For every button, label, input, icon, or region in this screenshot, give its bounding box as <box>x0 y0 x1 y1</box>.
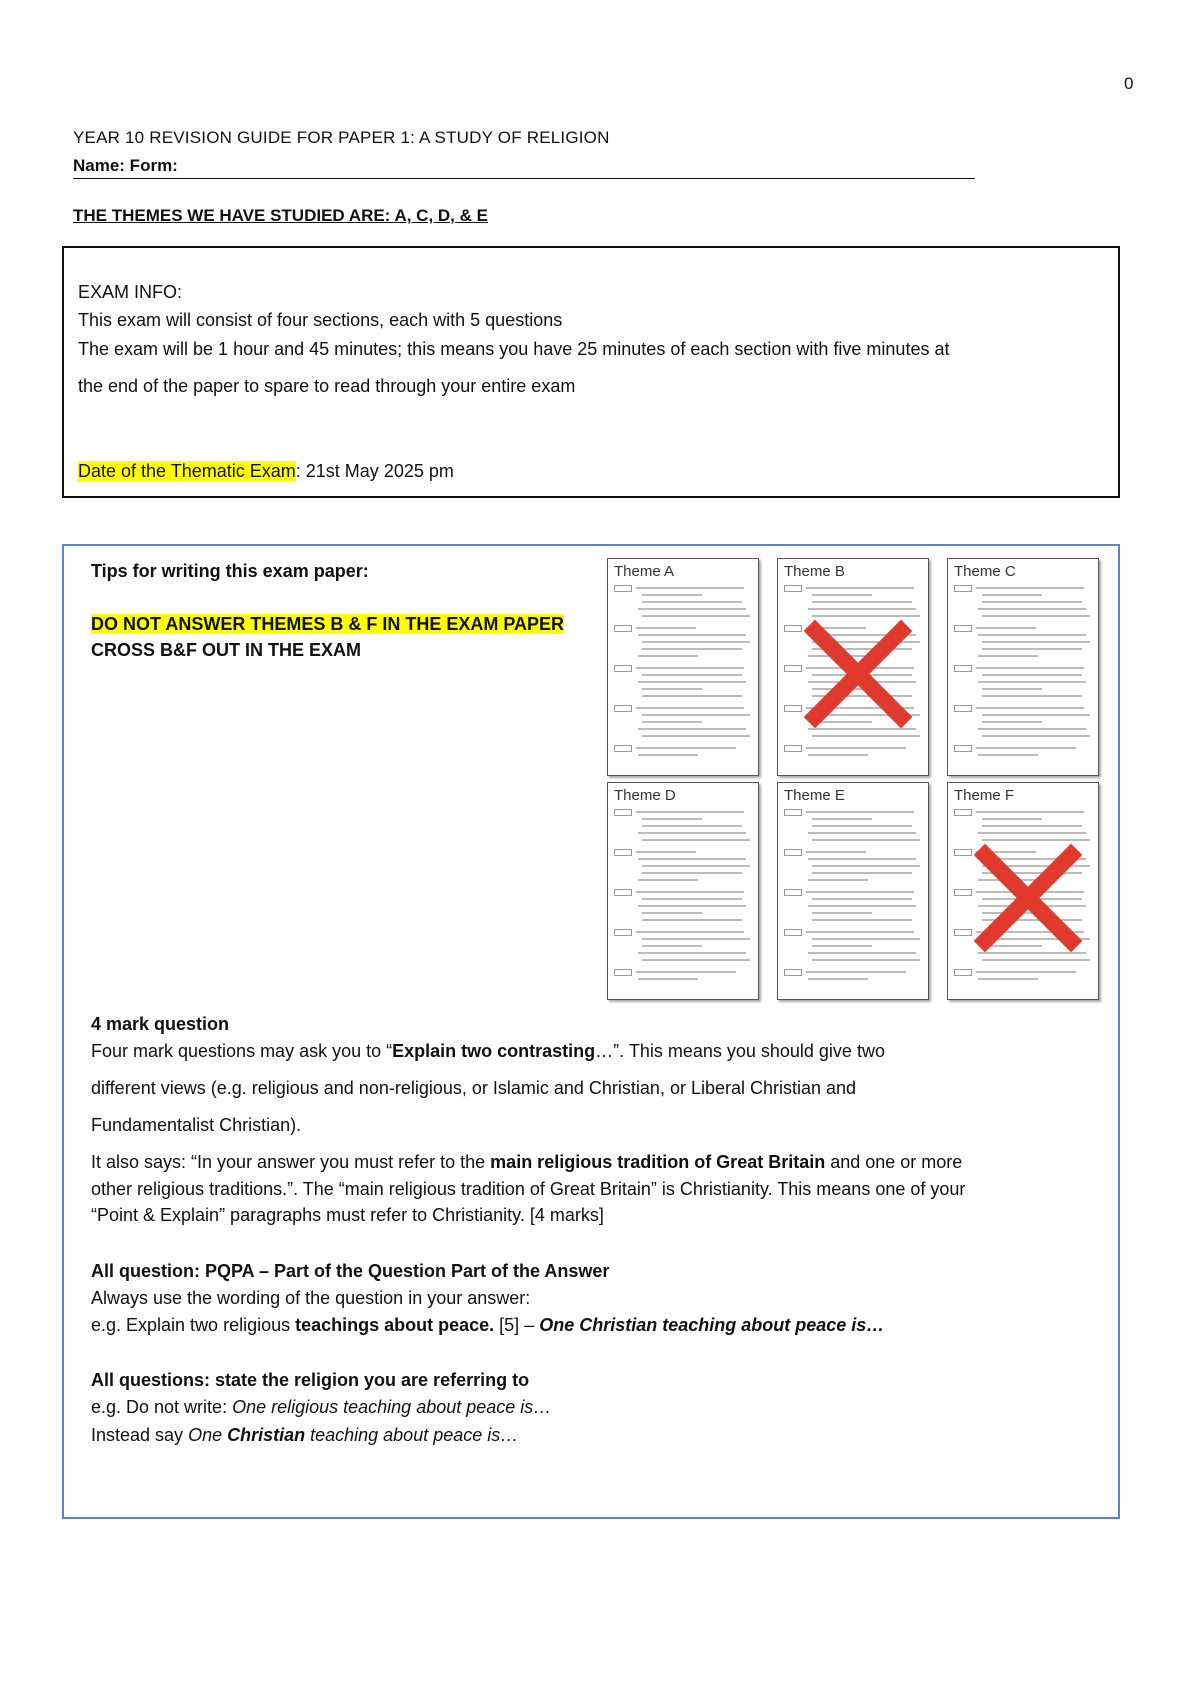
thumbnail-question-box <box>784 969 802 976</box>
thumbnail-text-line <box>982 721 1042 723</box>
thumbnail-text-line <box>978 634 1086 636</box>
tips-warning <box>91 614 564 635</box>
theme-thumbnail-label: Theme E <box>784 787 845 804</box>
thumbnail-question-box <box>784 889 802 896</box>
pqpa-line1: Always use the wording of the question in your answer: <box>91 1288 531 1308</box>
thumbnail-text-line <box>638 655 698 657</box>
thumbnail-question-box <box>954 969 972 976</box>
thumbnail-text-line <box>808 608 916 610</box>
thumbnail-question-box <box>954 585 972 592</box>
thumbnail-text-line <box>638 952 746 954</box>
thumbnail-text-line <box>642 735 750 737</box>
thumbnail-text-line <box>812 912 872 914</box>
thumbnail-text-line <box>812 839 920 841</box>
thumbnail-text-line <box>636 811 744 813</box>
thumbnail-text-line <box>982 714 1090 716</box>
thumbnail-text-line <box>638 978 698 980</box>
thumbnail-text-line <box>636 931 744 933</box>
state-religion-l2-i2: teaching about peace is… <box>305 1425 519 1445</box>
thumbnail-text-line <box>982 688 1042 690</box>
thumbnail-text-line <box>976 811 1084 813</box>
thumbnail-text-line <box>642 615 750 617</box>
thumbnail-question-box <box>614 625 632 632</box>
pqpa-heading: All question: PQPA – Part of the Question Part of the Answer <box>91 1261 610 1281</box>
thumbnail-text-line <box>976 747 1076 749</box>
state-religion-l1-italic: One religious teaching about peace is… <box>232 1397 552 1417</box>
state-religion-l1-pre: e.g. Do not write: <box>91 1397 233 1417</box>
thumbnail-text-line <box>636 707 744 709</box>
pqpa-l2-mid: [5] – <box>494 1315 540 1335</box>
thumbnail-text-line <box>636 891 744 893</box>
four-mark-l1-pre: Four mark questions may ask you to “ <box>91 1041 393 1061</box>
thumbnail-text-line <box>812 818 872 820</box>
thumbnail-text-line <box>976 707 1084 709</box>
theme-thumbnail <box>777 558 929 776</box>
theme-thumbnail-label: Theme F <box>954 787 1015 804</box>
thumbnail-text-line <box>642 898 742 900</box>
four-mark-l4-bold: main religious tradition of Great Britain <box>490 1152 826 1172</box>
exam-date-label: Date of the Thematic Exam <box>78 461 296 481</box>
state-religion-l2-bold-italic: Christian <box>227 1425 306 1445</box>
state-religion-l2-i1: One <box>188 1425 228 1445</box>
tips-heading: Tips for writing this exam paper: <box>91 561 369 581</box>
exam-info-line1: This exam will consist of four sections, each with 5 questions <box>78 310 563 330</box>
thumbnail-text-line <box>642 594 702 596</box>
thumbnail-question-box <box>784 929 802 936</box>
thumbnail-text-line <box>808 754 868 756</box>
thumbnail-text-line <box>976 627 1036 629</box>
thumbnail-text-line <box>808 978 868 980</box>
thumbnail-text-line <box>982 818 1042 820</box>
thumbnail-text-line <box>642 865 750 867</box>
exam-info-line2: The exam will be 1 hour and 45 minutes; this means you have 25 minutes of each section with five minutes at <box>78 339 950 359</box>
thumbnail-text-line <box>978 978 1038 980</box>
state-religion-line1 <box>91 1397 551 1418</box>
thumbnail-question-box <box>614 929 632 936</box>
thumbnail-text-line <box>982 735 1090 737</box>
thumbnail-text-line <box>636 667 744 669</box>
thumbnail-text-line <box>812 898 912 900</box>
thumbnail-text-line <box>636 747 736 749</box>
four-mark-l4-pre: It also says: “In your answer you must refer to the <box>91 1152 491 1172</box>
themes-studied: THE THEMES WE HAVE STUDIED ARE: A, C, D, & E <box>73 206 488 225</box>
thumbnail-text-line <box>812 865 920 867</box>
theme-thumbnail <box>607 558 759 776</box>
thumbnail-question-box <box>954 625 972 632</box>
thumbnail-text-line <box>812 601 912 603</box>
thumbnail-text-line <box>806 971 906 973</box>
four-mark-line5: other religious traditions.”. The “main religious tradition of Great Britain” is Christianity. This means one of your <box>91 1179 966 1199</box>
tips-box <box>62 544 1120 1519</box>
thumbnail-text-line <box>642 825 742 827</box>
four-mark-line4 <box>91 1152 962 1173</box>
thumbnail-question-box <box>954 705 972 712</box>
thumbnail-text-line <box>642 818 702 820</box>
page-title: YEAR 10 REVISION GUIDE FOR PAPER 1: A STUDY OF RELIGION <box>73 128 610 147</box>
exam-date-value: : 21st May 2025 pm <box>295 461 454 481</box>
thumbnail-text-line <box>976 667 1084 669</box>
four-mark-l1-post: …”. This means you should give two <box>595 1041 885 1061</box>
thumbnail-question-box <box>954 849 972 856</box>
thumbnail-text-line <box>812 735 920 737</box>
pqpa-l2-italic: One Christian teaching about peace is… <box>539 1315 885 1335</box>
state-religion-line2 <box>91 1425 518 1446</box>
thumbnail-text-line <box>982 674 1082 676</box>
thumbnail-text-line <box>642 945 702 947</box>
exam-info-box <box>62 246 1120 498</box>
four-mark-line1 <box>91 1041 885 1062</box>
thumbnail-text-line <box>642 959 750 961</box>
thumbnail-text-line <box>806 587 914 589</box>
state-religion-heading: All questions: state the religion you are referring to <box>91 1370 530 1390</box>
thumbnail-text-line <box>808 858 916 860</box>
four-mark-heading: 4 mark question <box>91 1014 230 1034</box>
thumbnail-text-line <box>978 832 1086 834</box>
thumbnail-text-line <box>982 648 1082 650</box>
thumbnail-text-line <box>642 721 702 723</box>
thumbnail-question-box <box>614 849 632 856</box>
thumbnail-question-box <box>954 889 972 896</box>
tips-cross-out: CROSS B&F OUT IN THE EXAM <box>91 640 362 660</box>
exam-info-heading: EXAM INFO: <box>78 282 183 302</box>
thumbnail-text-line <box>638 832 746 834</box>
exam-date <box>78 461 454 482</box>
thumbnail-text-line <box>642 641 750 643</box>
cross-out-icon <box>973 843 1083 953</box>
thumbnail-text-line <box>642 938 750 940</box>
thumbnail-question-box <box>784 809 802 816</box>
thumbnail-text-line <box>812 945 872 947</box>
theme-thumbnail-label: Theme C <box>954 563 1016 580</box>
thumbnail-question-box <box>784 665 802 672</box>
thumbnail-text-line <box>642 872 742 874</box>
thumbnail-text-line <box>982 825 1082 827</box>
name-form-line: Name: Form: <box>73 156 975 179</box>
four-mark-l1-bold: Explain two contrasting <box>392 1041 596 1061</box>
thumbnail-text-line <box>636 971 736 973</box>
thumbnail-text-line <box>812 594 872 596</box>
thumbnail-question-box <box>784 585 802 592</box>
theme-thumbnail-label: Theme D <box>614 787 676 804</box>
thumbnail-question-box <box>784 625 802 632</box>
four-mark-l4-post: and one or more <box>825 1152 963 1172</box>
thumbnail-text-line <box>636 587 744 589</box>
thumbnail-question-box <box>614 705 632 712</box>
pqpa-line2 <box>91 1315 884 1336</box>
thumbnail-text-line <box>812 615 920 617</box>
thumbnail-text-line <box>978 655 1038 657</box>
thumbnail-text-line <box>642 919 742 921</box>
thumbnail-question-box <box>954 929 972 936</box>
thumbnail-text-line <box>638 879 698 881</box>
thumbnail-text-line <box>976 587 1084 589</box>
thumbnail-question-box <box>784 705 802 712</box>
thumbnail-text-line <box>982 641 1090 643</box>
thumbnail-text-line <box>642 674 742 676</box>
thumbnail-question-box <box>954 809 972 816</box>
thumbnail-question-box <box>614 889 632 896</box>
tips-warning-text: DO NOT ANSWER THEMES B & F IN THE EXAM PAPER <box>91 614 565 634</box>
thumbnail-text-line <box>636 851 696 853</box>
theme-thumbnail-label: Theme A <box>614 563 675 580</box>
thumbnail-text-line <box>982 695 1082 697</box>
thumbnail-text-line <box>642 714 750 716</box>
thumbnail-text-line <box>642 688 702 690</box>
thumbnail-question-box <box>614 745 632 752</box>
thumbnail-text-line <box>812 959 920 961</box>
page-number: 0 <box>1124 74 1134 93</box>
thumbnail-question-box <box>614 969 632 976</box>
thumbnail-text-line <box>982 615 1090 617</box>
thumbnail-text-line <box>812 938 920 940</box>
thumbnail-text-line <box>642 912 702 914</box>
thumbnail-text-line <box>638 754 698 756</box>
thumbnail-text-line <box>812 872 912 874</box>
theme-thumbnail <box>947 558 1099 776</box>
thumbnail-text-line <box>806 747 906 749</box>
thumbnail-text-line <box>978 608 1086 610</box>
thumbnail-text-line <box>638 681 746 683</box>
thumbnail-question-box <box>614 585 632 592</box>
thumbnail-text-line <box>806 811 914 813</box>
thumbnail-text-line <box>638 608 746 610</box>
thumbnail-question-box <box>614 665 632 672</box>
theme-thumbnail <box>607 782 759 1000</box>
thumbnail-text-line <box>806 891 914 893</box>
thumbnail-text-line <box>642 601 742 603</box>
thumbnail-text-line <box>638 728 746 730</box>
thumbnail-text-line <box>978 728 1086 730</box>
thumbnail-question-box <box>614 809 632 816</box>
thumbnail-text-line <box>982 959 1090 961</box>
four-mark-line3: Fundamentalist Christian). <box>91 1115 302 1135</box>
theme-thumbnail <box>777 782 929 1000</box>
four-mark-line2: different views (e.g. religious and non-religious, or Islamic and Christian, or Liberal Christian and <box>91 1078 857 1098</box>
thumbnail-text-line <box>636 627 696 629</box>
thumbnail-text-line <box>978 754 1038 756</box>
thumbnail-text-line <box>808 879 868 881</box>
cross-out-icon <box>803 619 913 729</box>
thumbnail-text-line <box>642 695 742 697</box>
thumbnail-text-line <box>982 839 1090 841</box>
pqpa-l2-pre: e.g. Explain two religious <box>91 1315 296 1335</box>
thumbnail-text-line <box>982 594 1042 596</box>
four-mark-line6: “Point & Explain” paragraphs must refer to Christianity. [4 marks] <box>91 1205 604 1225</box>
thumbnail-text-line <box>976 971 1076 973</box>
thumbnail-text-line <box>808 952 916 954</box>
thumbnail-question-box <box>954 665 972 672</box>
pqpa-l2-bold: teachings about peace. <box>295 1315 495 1335</box>
thumbnail-text-line <box>642 648 742 650</box>
thumbnail-text-line <box>638 858 746 860</box>
thumbnail-question-box <box>954 745 972 752</box>
thumbnail-text-line <box>808 832 916 834</box>
thumbnail-text-line <box>812 919 912 921</box>
state-religion-l2-pre: Instead say <box>91 1425 189 1445</box>
thumbnail-text-line <box>806 851 866 853</box>
theme-thumbnail <box>947 782 1099 1000</box>
thumbnail-question-box <box>784 745 802 752</box>
thumbnail-text-line <box>806 931 914 933</box>
thumbnail-question-box <box>784 849 802 856</box>
theme-thumbnail-label: Theme B <box>784 563 845 580</box>
thumbnail-text-line <box>638 905 746 907</box>
thumbnail-text-line <box>808 905 916 907</box>
thumbnail-text-line <box>812 825 912 827</box>
exam-info-line3: the end of the paper to spare to read through your entire exam <box>78 376 576 396</box>
thumbnail-text-line <box>982 601 1082 603</box>
thumbnail-text-line <box>978 681 1086 683</box>
thumbnail-text-line <box>642 839 750 841</box>
thumbnail-text-line <box>638 634 746 636</box>
